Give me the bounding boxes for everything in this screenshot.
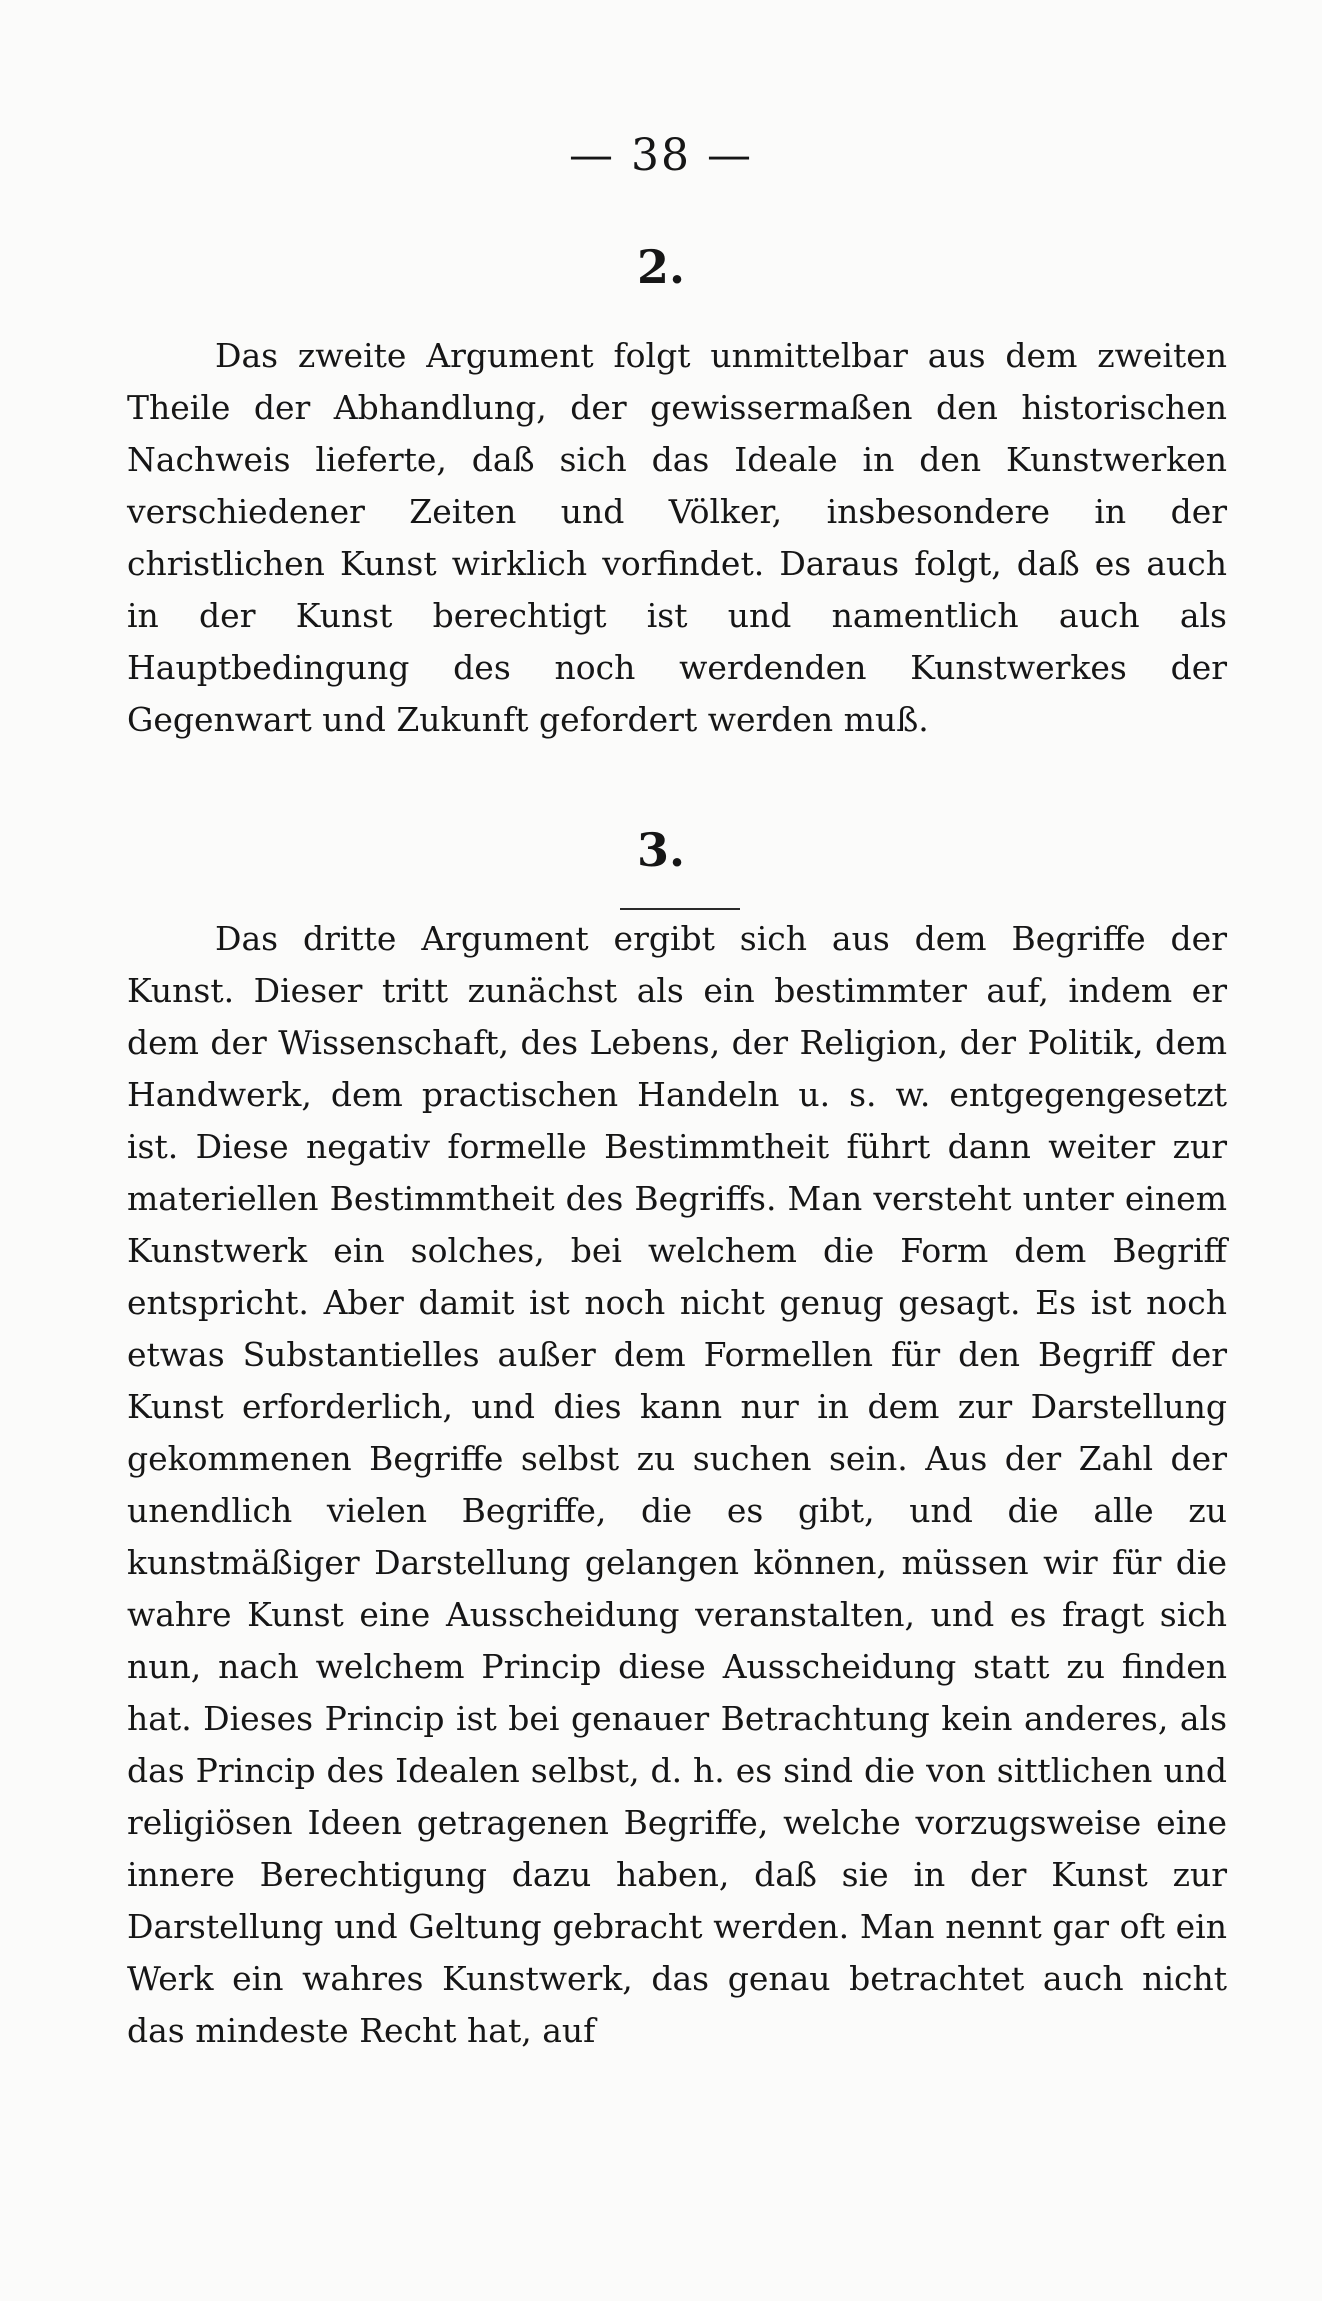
page-number: — 38 — <box>569 130 753 181</box>
section-number-2: 2. <box>636 240 686 294</box>
section-2-paragraph: Das zweite Argument folgt unmittelbar aus dem zweiten Theile der Abhandlung, der gewissermaßen den historischen Nachweis lieferte, daß sich das Ideale in den Kunstwerken verschiedener Zeiten und Völker, insbesondere in der christlichen Kunst wirklich vorfindet. Daraus folgt, daß es auch in der Kunst berechtigt ist und namentlich auch als Hauptbedingung des noch werdenden Kunstwerkes der Gegenwart und Zukunft gefordert werden muß. <box>127 336 1227 739</box>
section-divider-rule <box>620 908 740 910</box>
section-number-3: 3. <box>636 823 686 877</box>
section-3-paragraph: Das dritte Argument ergibt sich aus dem Begriffe der Kunst. Dieser tritt zunächst als ein bestimmter auf, indem er dem der Wissenschaft, des Lebens, der Religion, der Politik, dem Handwerk, dem practischen Handeln u. s. w. entgegengesetzt ist. Diese negativ formelle Bestimmtheit führt dann weiter zur materiellen Bestimmtheit des Begriffs. Man versteht unter einem Kunstwerk ein solches, bei welchem die Form dem Begriff entspricht. Aber damit ist noch nicht genug gesagt. Es ist noch etwas Substantielles außer dem Formellen für den Begriff der Kunst erforderlich, und dies kann nur in dem zur Darstellung gekommenen Begriffe selbst zu suchen sein. Aus der Zahl der unendlich vielen Begriffe, die es gibt, und die alle zu kunstmäßiger Darstellung gelangen können, müssen wir für die wahre Kunst eine Ausscheidung veranstalten, und es fragt sich nun, nach welchem Princip diese Ausscheidung statt zu finden hat. Dieses Princip ist bei genauer Betrachtung kein anderes, als das Princip des Idealen selbst, d. h. es sind die von sittlichen und religiösen Ideen getragenen Begriffe, welche vorzugsweise eine innere Berechtigung dazu haben, daß sie in der Kunst zur Darstellung und Geltung gebracht werden. Man nennt gar oft ein Werk ein wahres Kunstwerk, das genau betrachtet auch nicht das mindeste Recht hat, auf <box>127 919 1227 2050</box>
